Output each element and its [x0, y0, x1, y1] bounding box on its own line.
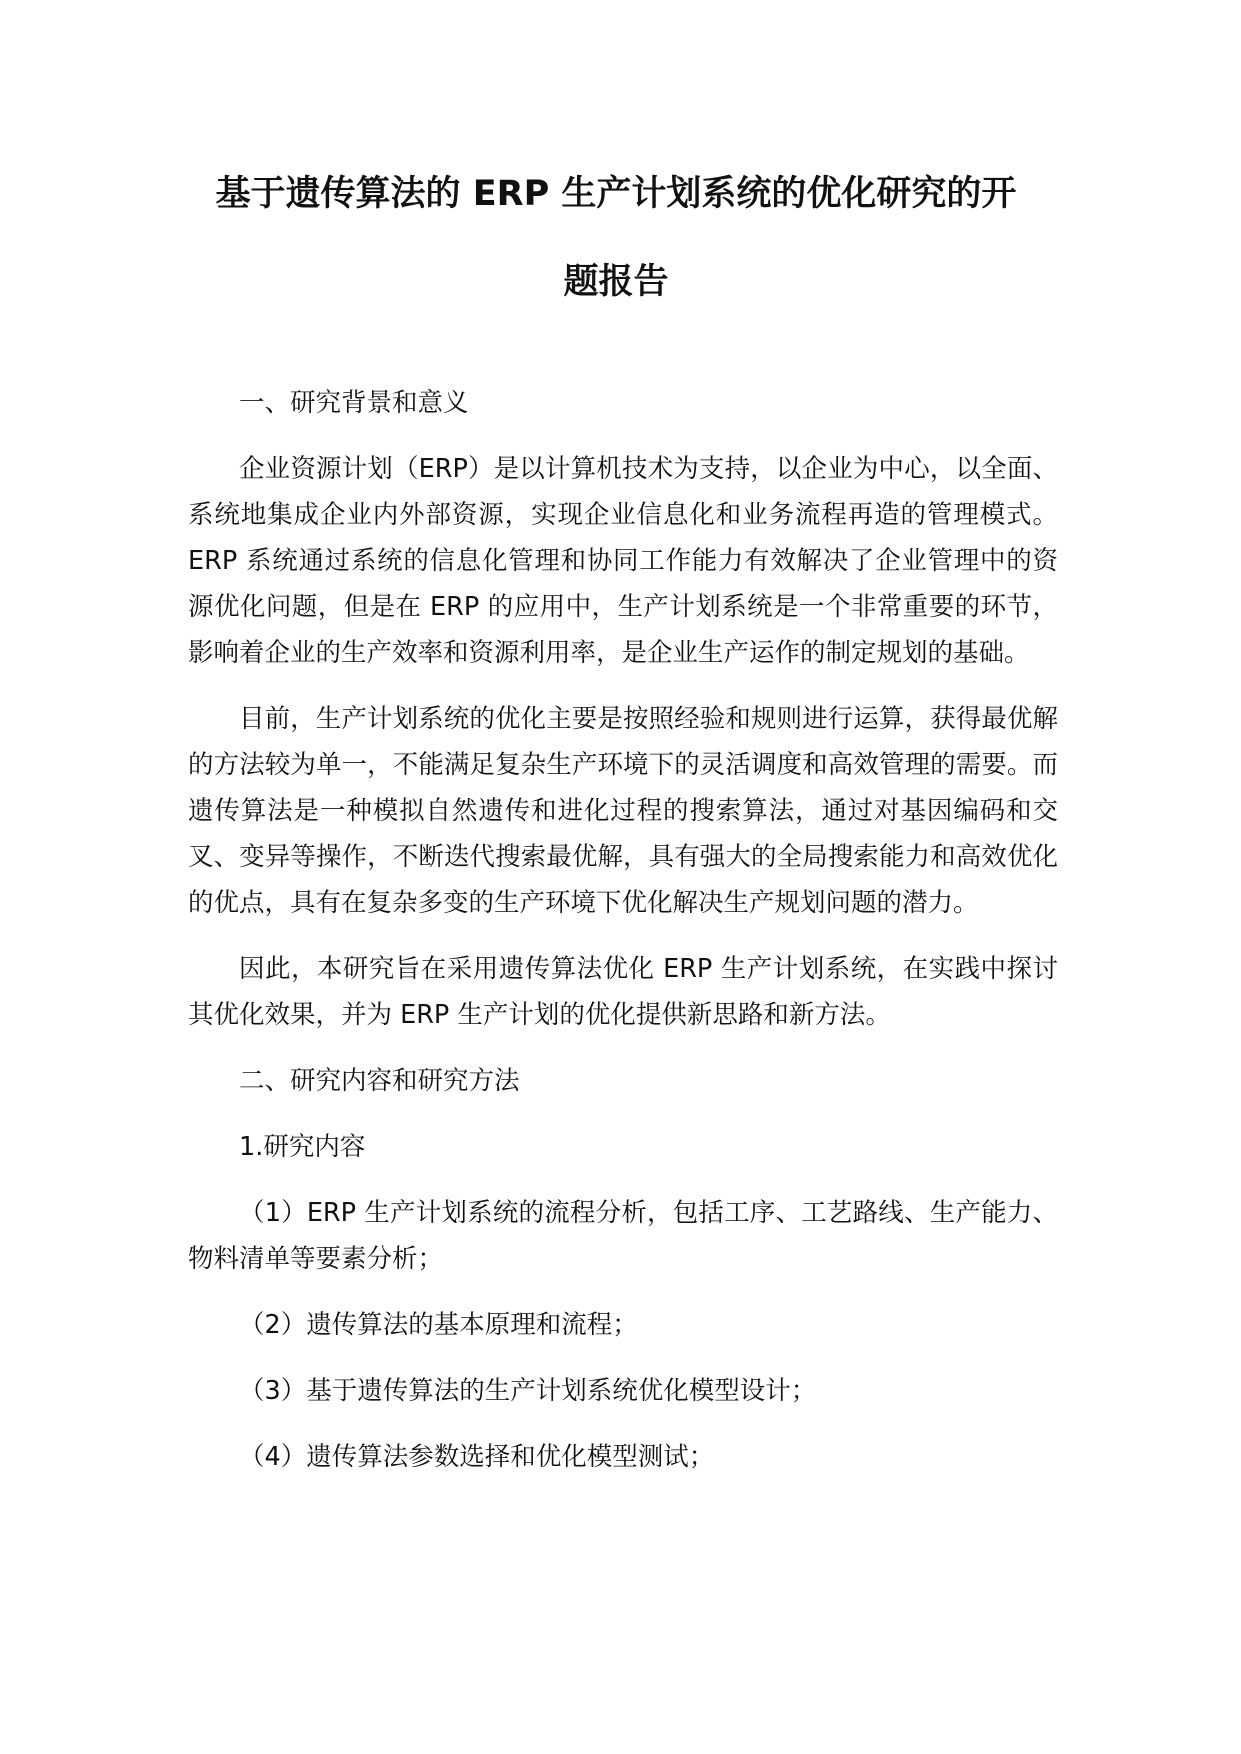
document-title [176, 150, 1056, 326]
section-heading-background: 一、研究背景和意义 [239, 388, 469, 418]
title-line-2: 题报告 [563, 262, 669, 302]
title-line-1: 基于遗传算法的 ERP 生产计划系统的优化研究的开 [215, 174, 1017, 214]
list-item: （4）遗传算法参数选择和优化模型测试； [239, 1442, 715, 1472]
section-heading-content-methods: 二、研究内容和研究方法 [239, 1066, 520, 1096]
list-item: （3）基于遗传算法的生产计划系统优化模型设计； [239, 1376, 817, 1406]
paragraph-current-state: 目前，生产计划系统的优化主要是按照经验和规则进行运算，获得最优解的方法较为单一，不能满足复杂生产环境下的灵活调度和高效管理的需要。而遗传算法是一种模拟自然遗传和进化过程的搜索算法，通过对基因编码和交叉、变异等操作，不断迭代搜索最优解，具有强大的全局搜索能力和高效优化的优点，具有在复杂多变的生产环境下优化解决生产规划问题的潜力。 [188, 704, 1058, 918]
paragraph-erp-intro: 企业资源计划（ERP）是以计算机技术为支持，以企业为中心，以全面、系统地集成企业内外部资源，实现企业信息化和业务流程再造的管理模式。ERP 系统通过系统的信息化管理和协同工作能力有效解决了企业管理中的资源优化问题，但是在 ERP 的应用中，生产计划系统是一个非常重要的环节，影响着企业的生产效率和资源利用率，是企业生产运作的制定规划的基础。 [188, 454, 1058, 668]
list-item: （1）ERP 生产计划系统的流程分析，包括工序、工艺路线、生产能力、物料清单等要素分析； [188, 1198, 1058, 1274]
document-body [188, 380, 1058, 1500]
subsection-heading-content: 1.研究内容 [239, 1132, 366, 1162]
list-item: （2）遗传算法的基本原理和流程； [239, 1310, 638, 1340]
paragraph-research-aim: 因此，本研究旨在采用遗传算法优化 ERP 生产计划系统，在实践中探讨其优化效果，并为 ERP 生产计划的优化提供新思路和新方法。 [188, 954, 1058, 1030]
